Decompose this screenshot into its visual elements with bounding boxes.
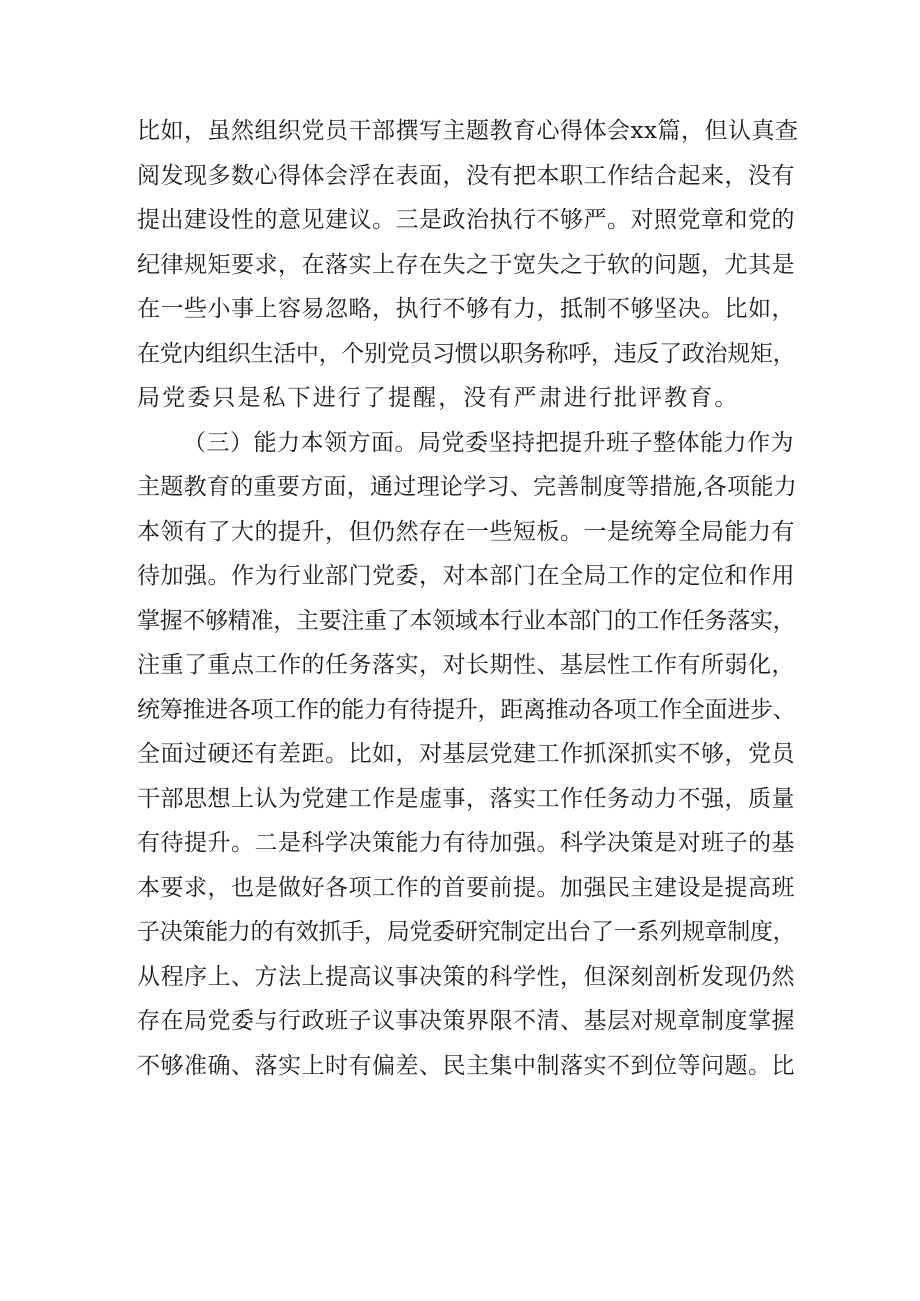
text-line: 待加强。作为行业部门党委，对本部门在全局工作的定位和作用: [137, 563, 795, 589]
text-line: 从程序上、方法上提高议事决策的科学性，但深刻剖析发现仍然: [137, 963, 795, 990]
text-line: 子决策能力的有效抓手，局党委研究制定出台了一系列规章制度，: [137, 919, 796, 945]
text-line: 有待提升。二是科学决策能力有待加强。科学决策是对班子的基: [137, 830, 795, 856]
text-line: 注重了重点工作的任务落实，对长期性、基层性工作有所弱化，: [137, 652, 795, 678]
section-heading-line: （三）能力本领方面。局党委坚持把提升班子整体能力作为: [183, 429, 794, 456]
text-line: 本领有了大的提升，但仍然存在一些短板。一是统筹全局能力有: [137, 518, 795, 545]
text-line: 在党内组织生活中，个别党员习惯以职务称呼，违反了政治规矩，: [137, 340, 796, 367]
text-line: 掌握不够精准，主要注重了本领域本行业本部门的工作任务落实，: [137, 607, 796, 634]
text-line: 主题教育的重要方面，通过理论学习、完善制度等措施,各项能力: [137, 474, 798, 500]
text-line: 比如，虽然组织党员干部撰写主题教育心得体会xx篇，但认真查: [137, 118, 799, 144]
text-line: 存在局党委与行政班子议事决策界限不清、基层对规章制度掌握: [137, 1008, 795, 1034]
text-line: 提出建设性的意见建议。三是政治执行不够严。对照党章和党的: [137, 207, 795, 233]
text-line: 干部思想上认为党建工作是虚事，落实工作任务动力不强，质量: [137, 785, 795, 812]
text-line: 全面过硬还有差距。比如，对基层党建工作抓深抓实不够，党员: [137, 741, 795, 767]
text-line: 不够准确、落实上时有偏差、民主集中制落实不到位等问题。比: [137, 1052, 795, 1079]
document-body: [137, 109, 797, 1088]
text-line: 阅发现多数心得体会浮在表面，没有把本职工作结合起来，没有: [137, 162, 795, 189]
text-line: 局党委只是私下进行了提醒，没有严肃进行批评教育。: [137, 385, 740, 411]
text-line: 本要求，也是做好各项工作的首要前提。加强民主建设是提高班: [137, 874, 795, 901]
text-line: 在一些小事上容易忽略，执行不够有力，抵制不够坚决。比如，: [137, 296, 795, 322]
text-line: 纪律规矩要求，在落实上存在失之于宽失之于软的问题，尤其是: [137, 251, 795, 278]
text-line: 统筹推进各项工作的能力有待提升，距离推动各项工作全面进步、: [137, 696, 796, 723]
